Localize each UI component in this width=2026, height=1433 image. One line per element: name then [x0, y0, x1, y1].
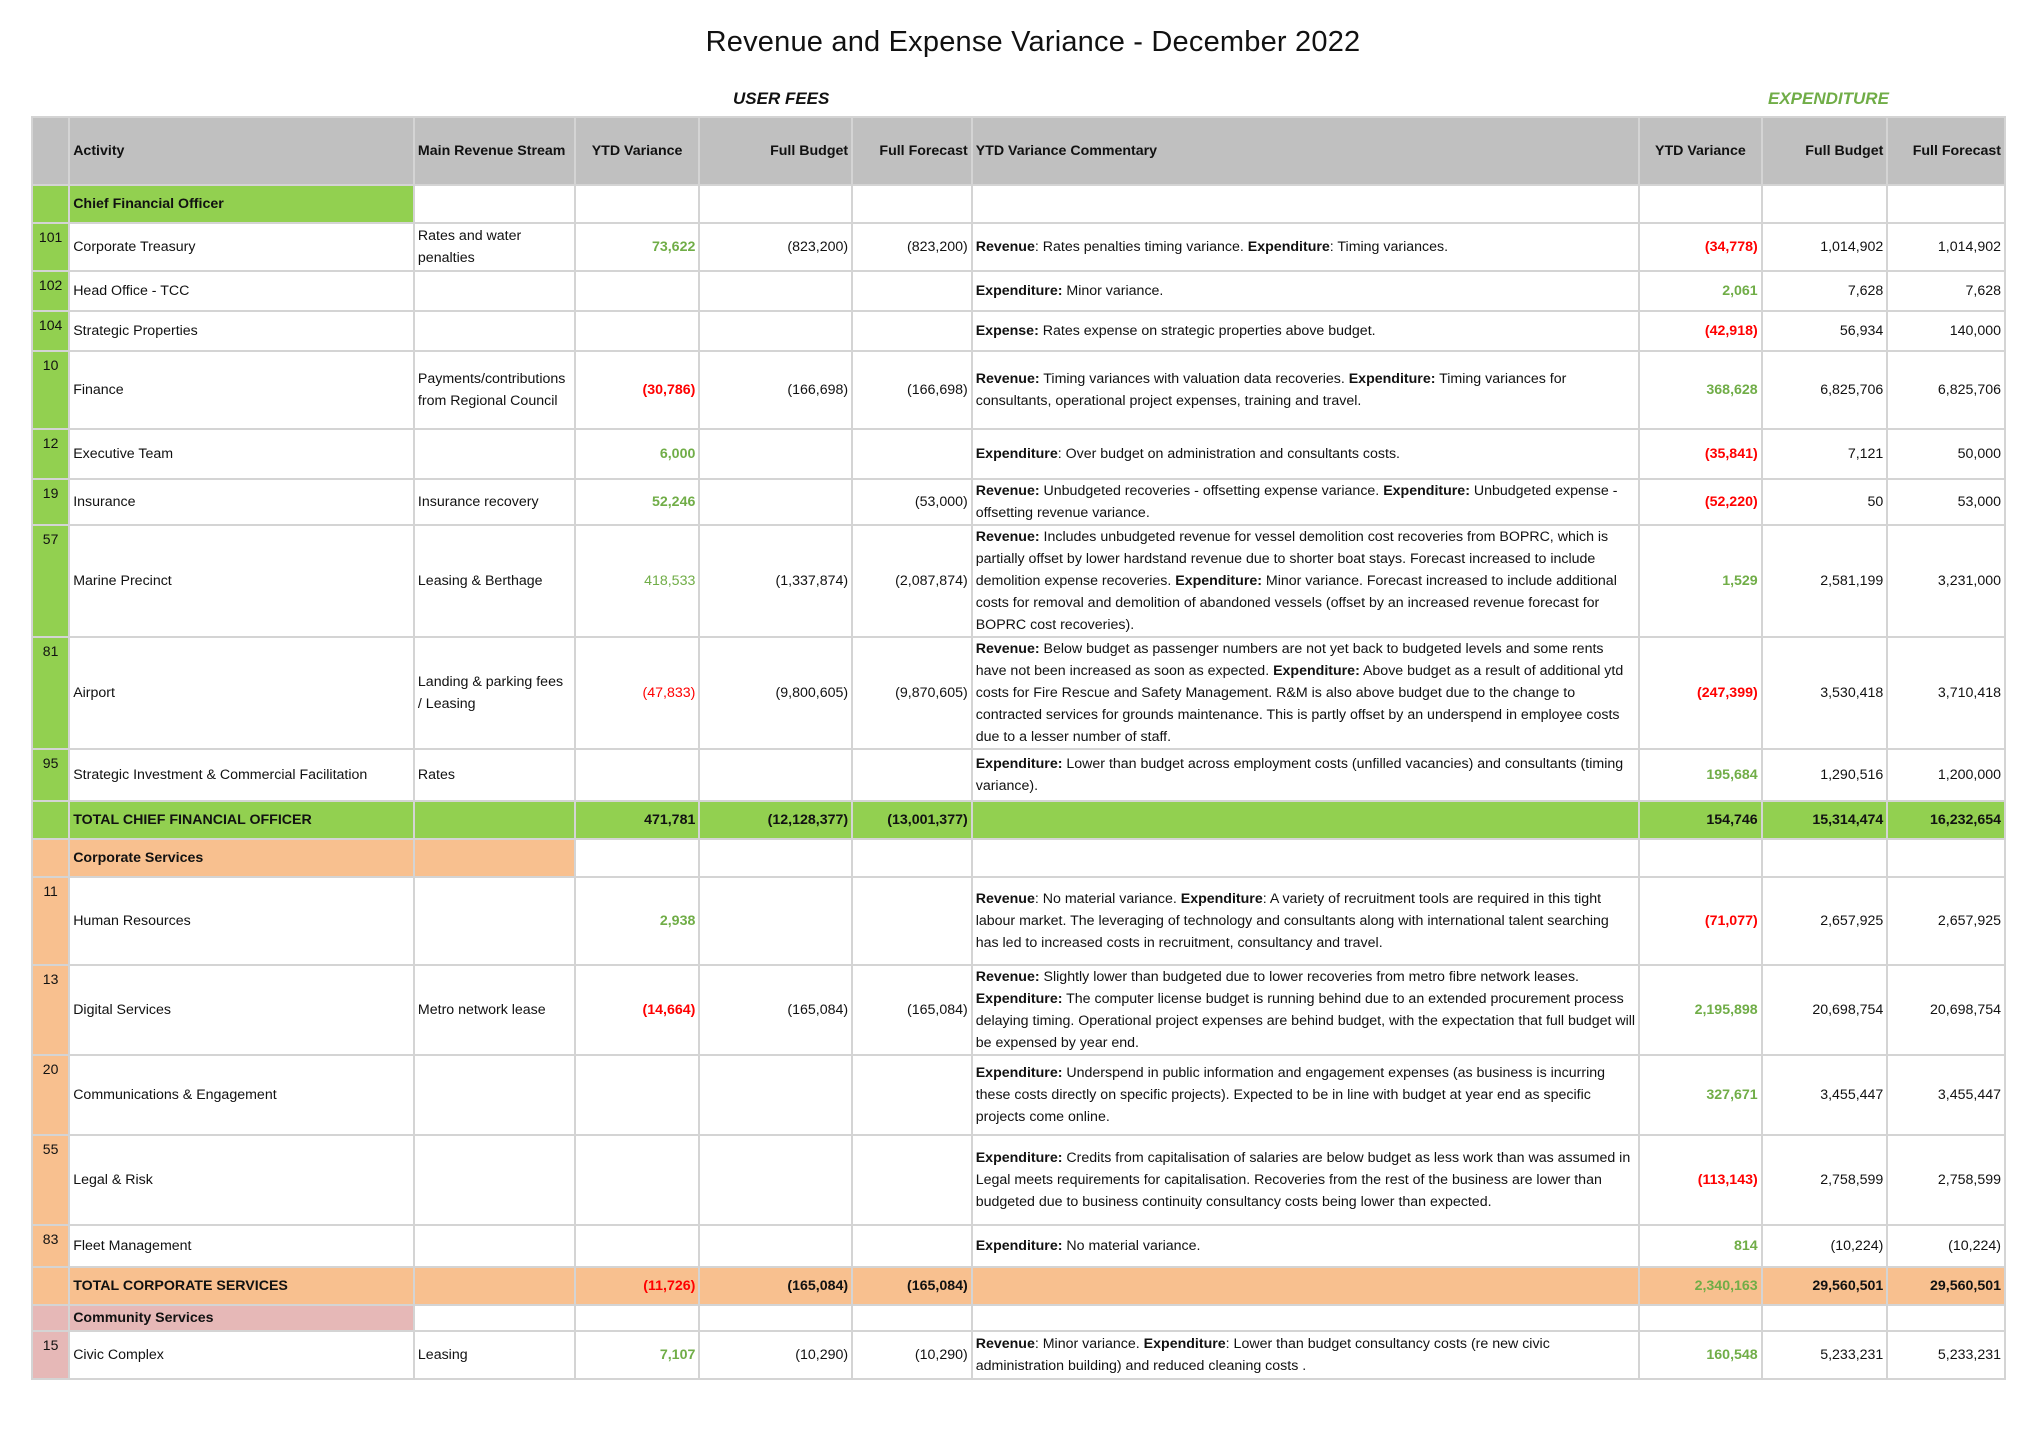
total-label: TOTAL CHIEF FINANCIAL OFFICER: [69, 801, 414, 839]
header-commentary: YTD Variance Commentary: [972, 117, 1639, 185]
cost-centre-code: 95: [32, 749, 69, 801]
revenue-full-budget: (1,337,874): [699, 525, 852, 637]
expenditure-ytd-variance: 2,195,898: [1639, 965, 1762, 1055]
total-expenditure-full-forecast: 16,232,654: [1887, 801, 2005, 839]
revenue-full-budget: [699, 749, 852, 801]
section-empty-cell: [972, 839, 1639, 877]
variance-commentary: Expenditure: Credits from capitalisation of salaries are below budget as less work than was assumed in Legal meets requirements for capitalisation. Recoveries from the rest of the business are lower than budgeted due to business continuity consultancy costs being lower than expected.: [972, 1135, 1639, 1225]
section-empty-cell: [972, 185, 1639, 223]
cost-centre-code: 101: [32, 223, 69, 271]
section-empty-cell: [972, 1305, 1639, 1331]
table-row: [32, 311, 2005, 351]
activity-name: Communications & Engagement: [69, 1055, 414, 1135]
expenditure-ytd-variance: (113,143): [1639, 1135, 1762, 1225]
user-fees-group-label: USER FEES: [733, 89, 830, 108]
revenue-stream: [414, 429, 575, 479]
header-exp-full-forecast: Full Forecast: [1887, 117, 2005, 185]
cost-centre-code: 102: [32, 271, 69, 311]
table-row: [32, 877, 2005, 965]
section-empty-cell: [699, 839, 852, 877]
revenue-full-forecast: (823,200): [852, 223, 972, 271]
revenue-full-budget: (9,800,605): [699, 637, 852, 749]
revenue-ytd-variance: (30,786): [575, 351, 700, 429]
revenue-ytd-variance: [575, 749, 700, 801]
expenditure-full-budget: 2,581,199: [1762, 525, 1888, 637]
section-empty-cell: [1762, 839, 1888, 877]
activity-name: Finance: [69, 351, 414, 429]
revenue-full-forecast: (10,290): [852, 1331, 972, 1379]
activity-name: Executive Team: [69, 429, 414, 479]
header-row: [32, 117, 2005, 185]
revenue-ytd-variance: [575, 271, 700, 311]
section-empty-cell: [852, 839, 972, 877]
expenditure-ytd-variance: (52,220): [1639, 479, 1762, 525]
expenditure-ytd-variance: (35,841): [1639, 429, 1762, 479]
revenue-full-budget: [699, 1225, 852, 1267]
revenue-full-budget: (165,084): [699, 965, 852, 1055]
total-revenue-ytd-variance: 471,781: [575, 801, 700, 839]
expenditure-ytd-variance: 327,671: [1639, 1055, 1762, 1135]
table-row: [32, 637, 2005, 749]
header-ytd-variance: YTD Variance: [575, 117, 700, 185]
revenue-stream: Insurance recovery: [414, 479, 575, 525]
table-row: [32, 1135, 2005, 1225]
cost-centre-code: 12: [32, 429, 69, 479]
table-row: [32, 479, 2005, 525]
revenue-full-budget: (166,698): [699, 351, 852, 429]
variance-commentary: Expenditure: Lower than budget across employment costs (unfilled vacancies) and consultants (timing variance).: [972, 749, 1639, 801]
expenditure-full-budget: 1,014,902: [1762, 223, 1888, 271]
expenditure-full-forecast: 20,698,754: [1887, 965, 2005, 1055]
header-full-budget: Full Budget: [699, 117, 852, 185]
cost-centre-code: 15: [32, 1331, 69, 1379]
total-empty-cell: [972, 1267, 1639, 1305]
revenue-stream: [414, 271, 575, 311]
revenue-full-forecast: [852, 429, 972, 479]
revenue-stream: [414, 877, 575, 965]
revenue-ytd-variance: (47,833): [575, 637, 700, 749]
activity-name: Fleet Management: [69, 1225, 414, 1267]
total-expenditure-ytd-variance: 2,340,163: [1639, 1267, 1762, 1305]
expenditure-full-forecast: 50,000: [1887, 429, 2005, 479]
variance-table: [31, 116, 2006, 1380]
section-empty-cell: [1762, 1305, 1888, 1331]
variance-commentary: Expense: Rates expense on strategic properties above budget.: [972, 311, 1639, 351]
revenue-full-budget: [699, 1135, 852, 1225]
revenue-stream: Rates: [414, 749, 575, 801]
header-activity: Activity: [69, 117, 414, 185]
revenue-stream: Landing & parking fees / Leasing: [414, 637, 575, 749]
table-row: [32, 271, 2005, 311]
expenditure-full-forecast: 140,000: [1887, 311, 2005, 351]
variance-commentary: Revenue: Timing variances with valuation data recoveries. Expenditure: Timing variances for consultants, operational project expenses, training and travel.: [972, 351, 1639, 429]
variance-commentary: Expenditure: No material variance.: [972, 1225, 1639, 1267]
total-label: TOTAL CORPORATE SERVICES: [69, 1267, 414, 1305]
table-row: [32, 749, 2005, 801]
activity-name: Marine Precinct: [69, 525, 414, 637]
revenue-full-budget: (10,290): [699, 1331, 852, 1379]
total-empty-cell: [414, 801, 575, 839]
section-total-row: [32, 801, 2005, 839]
revenue-ytd-variance: [575, 1135, 700, 1225]
expenditure-full-forecast: 1,200,000: [1887, 749, 2005, 801]
total-expenditure-full-budget: 15,314,474: [1762, 801, 1888, 839]
variance-commentary: Revenue: No material variance. Expenditure: A variety of recruitment tools are required in this tight labour market. The leveraging of technology and consultants along with international talent searching has led to increased costs in recruitment, consultancy and travel.: [972, 877, 1639, 965]
activity-name: Digital Services: [69, 965, 414, 1055]
table-row: [32, 223, 2005, 271]
expenditure-full-forecast: 6,825,706: [1887, 351, 2005, 429]
header-code: [32, 117, 69, 185]
header-exp-full-budget: Full Budget: [1762, 117, 1888, 185]
activity-name: Corporate Treasury: [69, 223, 414, 271]
revenue-stream: [414, 311, 575, 351]
revenue-stream: [414, 1055, 575, 1135]
expenditure-full-forecast: 1,014,902: [1887, 223, 2005, 271]
revenue-ytd-variance: 418,533: [575, 525, 700, 637]
revenue-full-forecast: [852, 749, 972, 801]
revenue-ytd-variance: 7,107: [575, 1331, 700, 1379]
section-name: Chief Financial Officer: [69, 185, 414, 223]
activity-name: Airport: [69, 637, 414, 749]
revenue-stream: Leasing & Berthage: [414, 525, 575, 637]
variance-commentary: Revenue: Includes unbudgeted revenue for vessel demolition cost recoveries from BOPRC, which is partially offset by lower hardstand revenue due to shorter boat stays. Forecast increased to include demolition expense recoveries. Expenditure: Minor variance. Forecast increased to include additional costs for removal and demolition of abandoned vessels (offset by an increased revenue forecast for BOPRC cost recoveries).: [972, 525, 1639, 637]
activity-name: Civic Complex: [69, 1331, 414, 1379]
expenditure-ytd-variance: (71,077): [1639, 877, 1762, 965]
total-color-cell: [32, 801, 69, 839]
expenditure-full-forecast: 53,000: [1887, 479, 2005, 525]
section-empty-cell: [1639, 1305, 1762, 1331]
expenditure-full-forecast: 3,455,447: [1887, 1055, 2005, 1135]
revenue-ytd-variance: 73,622: [575, 223, 700, 271]
expenditure-full-forecast: 5,233,231: [1887, 1331, 2005, 1379]
expenditure-ytd-variance: (34,778): [1639, 223, 1762, 271]
variance-commentary: Expenditure: Minor variance.: [972, 271, 1639, 311]
expenditure-full-budget: 56,934: [1762, 311, 1888, 351]
revenue-full-budget: [699, 479, 852, 525]
variance-commentary: Expenditure: Underspend in public information and engagement expenses (as business is incurring these costs directly on specific projects). Expected to be in line with budget at year end as specific projects come online.: [972, 1055, 1639, 1135]
total-empty-cell: [414, 1267, 575, 1305]
total-revenue-full-budget: (165,084): [699, 1267, 852, 1305]
section-empty-cell: [575, 185, 700, 223]
section-empty-cell: [414, 1305, 575, 1331]
table-row: [32, 351, 2005, 429]
table-row: [32, 429, 2005, 479]
section-empty-cell: [852, 185, 972, 223]
total-revenue-full-forecast: (165,084): [852, 1267, 972, 1305]
total-revenue-full-budget: (12,128,377): [699, 801, 852, 839]
revenue-ytd-variance: 2,938: [575, 877, 700, 965]
expenditure-ytd-variance: 2,061: [1639, 271, 1762, 311]
section-total-row: [32, 1267, 2005, 1305]
section-empty-cell: [414, 185, 575, 223]
expenditure-full-forecast: 3,710,418: [1887, 637, 2005, 749]
total-expenditure-full-forecast: 29,560,501: [1887, 1267, 2005, 1305]
cost-centre-code: 19: [32, 479, 69, 525]
variance-commentary: Expenditure: Over budget on administration and consultants costs.: [972, 429, 1639, 479]
revenue-ytd-variance: 6,000: [575, 429, 700, 479]
revenue-full-budget: [699, 271, 852, 311]
expenditure-full-budget: 1,290,516: [1762, 749, 1888, 801]
expenditure-ytd-variance: 814: [1639, 1225, 1762, 1267]
expenditure-full-forecast: 3,231,000: [1887, 525, 2005, 637]
variance-commentary: Revenue: Below budget as passenger numbers are not yet back to budgeted levels and some rents have not been increased as soon as expected. Expenditure: Above budget as a result of additional ytd costs for Fire Rescue and Safety Management. R&M is also above budget due to the change to contracted services for grounds maintenance. This is partly offset by an underspend in employee costs due to a lesser number of staff.: [972, 637, 1639, 749]
expenditure-ytd-variance: (247,399): [1639, 637, 1762, 749]
variance-commentary: Revenue: Rates penalties timing variance. Expenditure: Timing variances.: [972, 223, 1639, 271]
table-row: [32, 1055, 2005, 1135]
revenue-stream: [414, 1225, 575, 1267]
revenue-full-forecast: (166,698): [852, 351, 972, 429]
revenue-stream: Payments/contributions from Regional Council: [414, 351, 575, 429]
section-empty-cell: [699, 185, 852, 223]
activity-name: Strategic Properties: [69, 311, 414, 351]
section-empty-cell: [1762, 185, 1888, 223]
cost-centre-code: 11: [32, 877, 69, 965]
header-exp-ytd-variance: YTD Variance: [1639, 117, 1762, 185]
revenue-full-forecast: [852, 1225, 972, 1267]
section-empty-cell: [414, 839, 575, 877]
revenue-full-forecast: [852, 1055, 972, 1135]
revenue-full-budget: [699, 877, 852, 965]
table-row: [32, 1331, 2005, 1379]
header-full-forecast: Full Forecast: [852, 117, 972, 185]
revenue-ytd-variance: [575, 1055, 700, 1135]
revenue-ytd-variance: 52,246: [575, 479, 700, 525]
section-color-cell: [32, 839, 69, 877]
revenue-full-forecast: [852, 271, 972, 311]
revenue-full-forecast: (53,000): [852, 479, 972, 525]
table-row: [32, 525, 2005, 637]
revenue-full-forecast: [852, 877, 972, 965]
total-revenue-ytd-variance: (11,726): [575, 1267, 700, 1305]
variance-commentary: Revenue: Unbudgeted recoveries - offsetting expense variance. Expenditure: Unbudgeted expense - offsetting revenue variance.: [972, 479, 1639, 525]
header-main-revenue-stream: Main Revenue Stream: [414, 117, 575, 185]
total-empty-cell: [972, 801, 1639, 839]
revenue-full-forecast: [852, 1135, 972, 1225]
revenue-full-forecast: (9,870,605): [852, 637, 972, 749]
expenditure-ytd-variance: 1,529: [1639, 525, 1762, 637]
expenditure-full-budget: 20,698,754: [1762, 965, 1888, 1055]
cost-centre-code: 57: [32, 525, 69, 637]
total-expenditure-ytd-variance: 154,746: [1639, 801, 1762, 839]
section-empty-cell: [1887, 839, 2005, 877]
expenditure-full-budget: 2,758,599: [1762, 1135, 1888, 1225]
total-expenditure-full-budget: 29,560,501: [1762, 1267, 1888, 1305]
variance-commentary: Revenue: Minor variance. Expenditure: Lower than budget consultancy costs (re new civic administration building) and reduced cleaning costs .: [972, 1331, 1639, 1379]
expenditure-ytd-variance: (42,918): [1639, 311, 1762, 351]
table-row: [32, 1225, 2005, 1267]
section-header-row: [32, 839, 2005, 877]
revenue-full-budget: [699, 1055, 852, 1135]
expenditure-ytd-variance: 160,548: [1639, 1331, 1762, 1379]
section-color-cell: [32, 1305, 69, 1331]
section-empty-cell: [1887, 1305, 2005, 1331]
expenditure-full-budget: 50: [1762, 479, 1888, 525]
cost-centre-code: 81: [32, 637, 69, 749]
revenue-full-budget: (823,200): [699, 223, 852, 271]
cost-centre-code: 10: [32, 351, 69, 429]
activity-name: Legal & Risk: [69, 1135, 414, 1225]
expenditure-full-budget: 7,628: [1762, 271, 1888, 311]
section-empty-cell: [699, 1305, 852, 1331]
total-revenue-full-forecast: (13,001,377): [852, 801, 972, 839]
expenditure-full-budget: 6,825,706: [1762, 351, 1888, 429]
revenue-stream: Metro network lease: [414, 965, 575, 1055]
section-name: Corporate Services: [69, 839, 414, 877]
section-color-cell: [32, 185, 69, 223]
expenditure-full-budget: 3,530,418: [1762, 637, 1888, 749]
activity-name: Head Office - TCC: [69, 271, 414, 311]
revenue-ytd-variance: [575, 311, 700, 351]
section-header-row: [32, 1305, 2005, 1331]
expenditure-full-budget: 2,657,925: [1762, 877, 1888, 965]
expenditure-full-budget: 5,233,231: [1762, 1331, 1888, 1379]
revenue-ytd-variance: [575, 1225, 700, 1267]
expenditure-ytd-variance: 368,628: [1639, 351, 1762, 429]
activity-name: Insurance: [69, 479, 414, 525]
revenue-stream: Rates and water penalties: [414, 223, 575, 271]
table-row: [32, 965, 2005, 1055]
section-empty-cell: [1639, 185, 1762, 223]
revenue-full-forecast: [852, 311, 972, 351]
revenue-full-forecast: (2,087,874): [852, 525, 972, 637]
cost-centre-code: 55: [32, 1135, 69, 1225]
revenue-full-budget: [699, 429, 852, 479]
page-title: Revenue and Expense Variance - December 2022: [705, 26, 1361, 58]
activity-name: Human Resources: [69, 877, 414, 965]
revenue-ytd-variance: (14,664): [575, 965, 700, 1055]
expenditure-full-forecast: 2,657,925: [1887, 877, 2005, 965]
expenditure-full-budget: 3,455,447: [1762, 1055, 1888, 1135]
revenue-full-budget: [699, 311, 852, 351]
section-name: Community Services: [69, 1305, 414, 1331]
cost-centre-code: 20: [32, 1055, 69, 1135]
expenditure-full-forecast: (10,224): [1887, 1225, 2005, 1267]
revenue-full-forecast: (165,084): [852, 965, 972, 1055]
cost-centre-code: 13: [32, 965, 69, 1055]
section-header-row: [32, 185, 2005, 223]
section-empty-cell: [575, 1305, 700, 1331]
expenditure-full-budget: (10,224): [1762, 1225, 1888, 1267]
expenditure-ytd-variance: 195,684: [1639, 749, 1762, 801]
variance-commentary: Revenue: Slightly lower than budgeted due to lower recoveries from metro fibre network leases. Expenditure: The computer license budget is running behind due to an extended procurement process delaying timing. Operational project expenses are behind budget, with the expectation that full budget will be expensed by year end.: [972, 965, 1639, 1055]
expenditure-full-budget: 7,121: [1762, 429, 1888, 479]
revenue-stream: Leasing: [414, 1331, 575, 1379]
section-empty-cell: [852, 1305, 972, 1331]
expenditure-full-forecast: 7,628: [1887, 271, 2005, 311]
section-empty-cell: [1887, 185, 2005, 223]
variance-table-container: [31, 116, 2006, 1380]
total-color-cell: [32, 1267, 69, 1305]
activity-name: Strategic Investment & Commercial Facilitation: [69, 749, 414, 801]
section-empty-cell: [575, 839, 700, 877]
table-body: [32, 185, 2005, 1379]
revenue-stream: [414, 1135, 575, 1225]
expenditure-group-label: EXPENDITURE: [1768, 89, 1889, 108]
section-empty-cell: [1639, 839, 1762, 877]
expenditure-full-forecast: 2,758,599: [1887, 1135, 2005, 1225]
cost-centre-code: 104: [32, 311, 69, 351]
cost-centre-code: 83: [32, 1225, 69, 1267]
